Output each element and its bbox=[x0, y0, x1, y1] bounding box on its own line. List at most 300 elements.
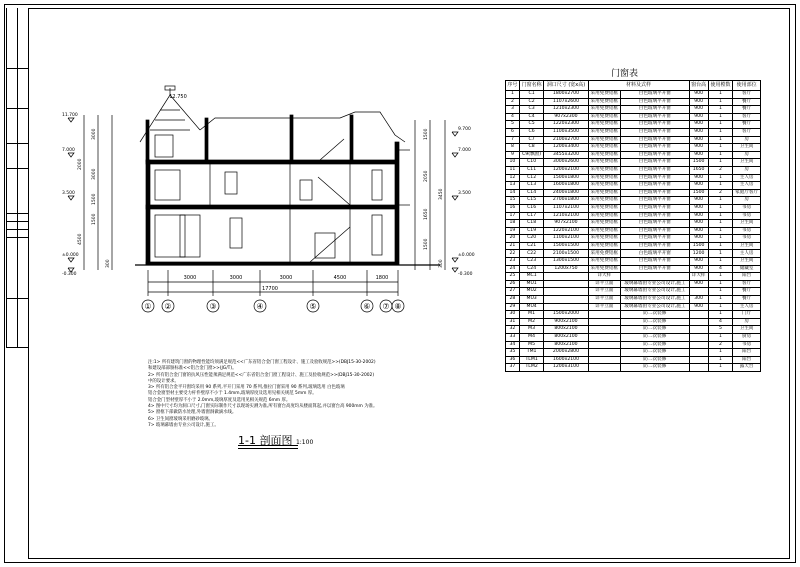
table-row bbox=[506, 235, 761, 243]
table-cell: 2 bbox=[708, 341, 733, 349]
table-cell: 白色玻璃平开窗 bbox=[621, 258, 689, 266]
table-cell bbox=[689, 364, 708, 372]
table-row bbox=[506, 151, 761, 159]
table-cell: 900 bbox=[689, 128, 708, 136]
table-cell: 白色玻璃平开窗 bbox=[621, 227, 689, 235]
table-cell: 厨房 bbox=[733, 334, 761, 342]
left-dim-4: 1500 bbox=[92, 213, 97, 225]
table-header-cell: 门窗名称 bbox=[519, 81, 544, 91]
table-cell: 白色玻璃平开窗 bbox=[621, 182, 689, 190]
table-cell: M2 bbox=[519, 318, 544, 326]
table-cell bbox=[689, 349, 708, 357]
table-cell: 房 bbox=[733, 166, 761, 174]
table-cell: 900 bbox=[689, 91, 708, 99]
table-row bbox=[506, 220, 761, 228]
table-cell: C18 bbox=[519, 220, 544, 228]
note-line: 6> 卫生间窗玻璃采用磨砂玻璃。 bbox=[148, 416, 213, 422]
table-cell bbox=[544, 303, 588, 311]
table-cell: 1100x3500 bbox=[544, 128, 588, 136]
table-cell: 卫生间 bbox=[733, 220, 761, 228]
table-cell: 1500 bbox=[689, 242, 708, 250]
table-cell: 2100x1500 bbox=[544, 250, 588, 258]
section-title-text: 1-1 剖面图 bbox=[238, 434, 293, 447]
table-row bbox=[506, 349, 761, 357]
table-cell: 白色玻璃平开窗 bbox=[621, 121, 689, 129]
table-cell: 采用免费铝框 bbox=[588, 113, 621, 121]
table-cell: 防二次装修 bbox=[621, 341, 689, 349]
note-line: 3> 所有铝合金平开窗均采用 90 系列,平开门采用 70 系列,推拉门窗采用 90 系列,玻璃选用 白色玻璃 bbox=[148, 385, 345, 391]
table-cell: 白色玻璃平开窗 bbox=[621, 151, 689, 159]
note-line: 注:1> 所有建筑门窗的物理性能均须满足规范<<广东省铝合金门窗工程设计、施工及验收规范>>(DBJ15-30-2002) bbox=[148, 360, 376, 365]
table-cell: C11 bbox=[519, 166, 544, 174]
table-cell: 详平立面 bbox=[588, 303, 621, 311]
section-title-underline bbox=[238, 445, 298, 446]
left-dim-3: 1500 bbox=[92, 193, 97, 205]
table-row bbox=[506, 174, 761, 182]
table-cell: 客厅 bbox=[733, 91, 761, 99]
right-elevation-1: 9.700 bbox=[458, 127, 471, 132]
table-cell: 采用免费铝框 bbox=[588, 98, 621, 106]
table-cell: 15 bbox=[506, 197, 520, 205]
axis-label-8: ⑧ bbox=[394, 302, 402, 311]
table-cell bbox=[588, 356, 621, 364]
table-cell: 1 bbox=[708, 159, 733, 167]
table-cell: C4 bbox=[519, 113, 544, 121]
table-cell: 采用免费铝框 bbox=[588, 189, 621, 197]
table-cell bbox=[689, 341, 708, 349]
left-dim-2: 3000 bbox=[92, 168, 97, 180]
right-elevation-5: -0.300 bbox=[458, 272, 473, 277]
table-cell: 900 bbox=[689, 204, 708, 212]
table-cell: 1500x1500 bbox=[544, 242, 588, 250]
right-dim-4: 1650 bbox=[424, 208, 429, 220]
table-cell: C13 bbox=[519, 182, 544, 190]
table-cell: 书房 bbox=[733, 204, 761, 212]
table-cell: C21 bbox=[519, 242, 544, 250]
right-elevation-4: ±0.000 bbox=[458, 253, 475, 258]
table-cell: 27 bbox=[506, 288, 520, 296]
table-cell: 2100x2700 bbox=[544, 136, 588, 144]
roof-elevation: 12.750 bbox=[169, 94, 187, 100]
table-cell: 28 bbox=[506, 296, 520, 304]
table-cell: 900 bbox=[689, 265, 708, 273]
table-cell: 1800x2700 bbox=[544, 91, 588, 99]
table-cell bbox=[588, 334, 621, 342]
table-cell: 采用免费铝框 bbox=[588, 182, 621, 190]
table-cell: 900 bbox=[689, 303, 708, 311]
table-cell: 19 bbox=[506, 227, 520, 235]
table-header-cell: 材料及式样 bbox=[588, 81, 689, 91]
table-cell: C3 bbox=[519, 106, 544, 114]
table-cell: TM1 bbox=[519, 349, 544, 357]
table-cell: 1200x750 bbox=[544, 265, 588, 273]
table-cell: 采用免费铝框 bbox=[588, 106, 621, 114]
table-cell: 详大样 bbox=[588, 273, 621, 281]
table-row bbox=[506, 98, 761, 106]
table-cell: 31 bbox=[506, 318, 520, 326]
axis-label-3: ③ bbox=[209, 302, 217, 311]
table-cell: M5 bbox=[519, 341, 544, 349]
table-header-cell: 使用部位 bbox=[733, 81, 761, 91]
table-cell: 1 bbox=[708, 235, 733, 243]
table-cell: 5 bbox=[708, 326, 733, 334]
table-cell: 餐厅 bbox=[733, 98, 761, 106]
table-cell: 1 bbox=[708, 98, 733, 106]
left-elevation-3: 3.500 bbox=[62, 191, 75, 196]
table-cell: 白色玻璃平开窗 bbox=[621, 265, 689, 273]
table-cell: 23 bbox=[506, 258, 520, 266]
table-cell: 3455x3200 bbox=[544, 151, 588, 159]
table-cell: 900 bbox=[689, 235, 708, 243]
table-row bbox=[506, 288, 761, 296]
table-cell: 白色玻璃平开窗 bbox=[621, 98, 689, 106]
table-cell: 详平立面 bbox=[588, 280, 621, 288]
table-cell: 储藏室 bbox=[733, 265, 761, 273]
table-row bbox=[506, 334, 761, 342]
table-cell: 采用免费铝框 bbox=[588, 235, 621, 243]
table-cell: 防二次装修 bbox=[621, 349, 689, 357]
right-dim-6: 300 bbox=[439, 259, 444, 268]
table-row bbox=[506, 296, 761, 304]
table-cell: 房 bbox=[733, 151, 761, 159]
table-cell: 2 bbox=[506, 98, 520, 106]
notes-block bbox=[148, 360, 488, 429]
table-cell: C10 bbox=[519, 159, 544, 167]
table-cell: 防二次装修 bbox=[621, 364, 689, 372]
table-cell: 21 bbox=[506, 242, 520, 250]
table-cell: 5 bbox=[506, 121, 520, 129]
table-row bbox=[506, 121, 761, 129]
table-row bbox=[506, 280, 761, 288]
axis-label-7: ⑦ bbox=[382, 302, 390, 311]
table-cell: 客厅 bbox=[733, 113, 761, 121]
table-cell: M1 bbox=[519, 311, 544, 319]
table-row bbox=[506, 204, 761, 212]
table-cell: M3 bbox=[519, 326, 544, 334]
axis-label-1: ① bbox=[144, 302, 152, 311]
table-cell: 1600x1800 bbox=[544, 182, 588, 190]
table-cell: C23 bbox=[519, 258, 544, 266]
table-cell bbox=[544, 288, 588, 296]
table-cell: C6 bbox=[519, 128, 544, 136]
table-cell: 1600x2100 bbox=[544, 356, 588, 364]
table-body bbox=[506, 91, 761, 372]
axis-label-5: ⑤ bbox=[309, 302, 317, 311]
axis-label-6: ⑥ bbox=[363, 302, 371, 311]
table-cell: 白色玻璃平开窗 bbox=[621, 235, 689, 243]
table-cell: 24 bbox=[506, 265, 520, 273]
table-cell: 玻璃幕墙由专业公司设计,施工 bbox=[621, 303, 689, 311]
table-cell bbox=[588, 318, 621, 326]
table-cell: 阳台 bbox=[733, 273, 761, 281]
table-cell: 采用免费铝框 bbox=[588, 174, 621, 182]
table-cell: 1 bbox=[708, 250, 733, 258]
table-cell: C5 bbox=[519, 121, 544, 129]
table-cell: C17 bbox=[519, 212, 544, 220]
table-cell: 1 bbox=[708, 144, 733, 152]
bay-dim-4: 4500 bbox=[333, 275, 347, 281]
table-cell: 1 bbox=[708, 182, 733, 190]
table-cell: 餐厅 bbox=[733, 288, 761, 296]
table-cell bbox=[689, 326, 708, 334]
door-window-table bbox=[505, 80, 761, 372]
table-cell: 卫生间 bbox=[733, 258, 761, 266]
table-header-cell: 序号 bbox=[506, 81, 520, 91]
table-cell: 25 bbox=[506, 273, 520, 281]
note-line: 7> 玻璃幕墙由专业公司设计,施工。 bbox=[148, 422, 219, 428]
table-cell bbox=[689, 318, 708, 326]
table-cell: 主人房 bbox=[733, 182, 761, 190]
bay-dim-5: 1800 bbox=[375, 275, 389, 281]
table-cell: TLM1 bbox=[519, 356, 544, 364]
table-cell: 1 bbox=[708, 220, 733, 228]
left-dim-5: 2000 bbox=[78, 158, 83, 170]
table-cell: 900 bbox=[689, 113, 708, 121]
table-cell: 家庭厅客厅 bbox=[733, 189, 761, 197]
table-cell: 12 bbox=[506, 174, 520, 182]
table-cell bbox=[544, 280, 588, 288]
table-cell: 907x2300 bbox=[544, 113, 588, 121]
table-cell: MU4 bbox=[519, 303, 544, 311]
section-scale: 1:100 bbox=[295, 439, 314, 446]
table-cell: C16 bbox=[519, 204, 544, 212]
table-cell: 800x2100 bbox=[544, 326, 588, 334]
table-cell: 1500x1800 bbox=[544, 174, 588, 182]
table-cell: 1 bbox=[708, 334, 733, 342]
note-line: 5> 窗框下部做防水处理,外墙窗洞做滴水线。 bbox=[148, 410, 237, 416]
table-row bbox=[506, 273, 761, 281]
table-cell: 1 bbox=[506, 91, 520, 99]
table-cell: 1 bbox=[708, 356, 733, 364]
table-cell: 防二次装修 bbox=[621, 334, 689, 342]
total-dim: 17700 bbox=[262, 286, 278, 292]
left-elevation-1: 11.700 bbox=[62, 113, 78, 118]
door-table-title: 门窗表 bbox=[611, 69, 639, 79]
table-cell: 1200x3400 bbox=[544, 144, 588, 152]
table-cell: 300 bbox=[689, 296, 708, 304]
table-cell: 900 bbox=[689, 121, 708, 129]
note-line: 4> 图中尺寸均为洞口尺寸,门窗实际制作尺寸以现场实测为准,所有窗台高度均从楼面算起,并以窗台高 900mm 为准。 bbox=[148, 404, 378, 410]
table-cell: MC1 bbox=[519, 273, 544, 281]
table-row bbox=[506, 136, 761, 144]
table-cell: 900 bbox=[689, 106, 708, 114]
bay-dim-3: 3000 bbox=[279, 275, 293, 281]
table-cell: 白色玻璃平开窗 bbox=[621, 113, 689, 121]
table-cell: 1 bbox=[708, 288, 733, 296]
table-cell: C15 bbox=[519, 197, 544, 205]
table-row bbox=[506, 341, 761, 349]
table-cell: 800x2100 bbox=[544, 341, 588, 349]
table-cell: 采用免费铝框 bbox=[588, 265, 621, 273]
table-cell: 卫生间 bbox=[733, 144, 761, 152]
table-cell: 17 bbox=[506, 212, 520, 220]
table-cell: 餐厅 bbox=[733, 296, 761, 304]
table-cell: 采用免费铝框 bbox=[588, 258, 621, 266]
table-row bbox=[506, 311, 761, 319]
table-cell: 1210x2300 bbox=[544, 106, 588, 114]
table-cell: 4 bbox=[708, 318, 733, 326]
table-cell: 1 bbox=[708, 212, 733, 220]
table-cell: 1107x2600 bbox=[544, 98, 588, 106]
table-cell: 8 bbox=[506, 144, 520, 152]
note-line: 铝合金窗型材主要受力杆件壁厚不小于 1.4mm,玻璃厚度及选用见相关规范 5mm 厚。 bbox=[148, 391, 317, 397]
table-cell: 1 bbox=[708, 91, 733, 99]
table-row bbox=[506, 227, 761, 235]
table-cell: 900 bbox=[689, 258, 708, 266]
table-header-cell: 洞口尺寸 (宽x高) bbox=[544, 81, 588, 91]
table-row bbox=[506, 144, 761, 152]
table-cell: 2400x1800 bbox=[544, 189, 588, 197]
table-cell: 30 bbox=[506, 311, 520, 319]
table-cell: C14 bbox=[519, 189, 544, 197]
table-cell: 采用免费铝框 bbox=[588, 197, 621, 205]
table-cell: 客厅 bbox=[733, 280, 761, 288]
table-cell: 1200x3100 bbox=[544, 364, 588, 372]
table-cell: C20 bbox=[519, 235, 544, 243]
table-cell: C7 bbox=[519, 136, 544, 144]
table-cell: 907x2100 bbox=[544, 220, 588, 228]
table-cell: 1200x2100 bbox=[544, 166, 588, 174]
table-row bbox=[506, 258, 761, 266]
table-cell: 1220x2100 bbox=[544, 227, 588, 235]
table-cell: 门厅 bbox=[733, 311, 761, 319]
table-row bbox=[506, 250, 761, 258]
table-cell: 玻璃幕墙由专业公司设计,施工 bbox=[621, 296, 689, 304]
table-cell: 白色玻璃平开窗 bbox=[621, 220, 689, 228]
note-line: 铝合金门型材壁厚不小于 2.0mm,玻璃厚度及选用见相关规范 6mm 厚。 bbox=[148, 397, 291, 403]
table-cell bbox=[689, 334, 708, 342]
table-cell: 采用免费铝框 bbox=[588, 227, 621, 235]
table-cell: TLM2 bbox=[519, 364, 544, 372]
table-cell: 书房 bbox=[733, 227, 761, 235]
table-cell: 卫生间 bbox=[733, 242, 761, 250]
table-cell: 详大样 bbox=[689, 273, 708, 281]
table-cell: 书房 bbox=[733, 212, 761, 220]
table-cell: 1 bbox=[708, 227, 733, 235]
right-elevation-2: 7.000 bbox=[458, 148, 471, 153]
table-header-cell: 窗台高 bbox=[689, 81, 708, 91]
table-cell: 采用免费铝框 bbox=[588, 220, 621, 228]
right-dim-5: 1500 bbox=[424, 238, 429, 250]
table-cell: 白色玻璃平开窗 bbox=[621, 250, 689, 258]
table-cell: 1500x2000 bbox=[544, 311, 588, 319]
table-cell: 4 bbox=[708, 265, 733, 273]
table-cell: 4 bbox=[506, 113, 520, 121]
table-cell: 书房 bbox=[733, 235, 761, 243]
table-cell: 防二次装修 bbox=[621, 356, 689, 364]
table-cell: 白色玻璃平开窗 bbox=[621, 204, 689, 212]
table-cell: 35 bbox=[506, 349, 520, 357]
table-cell: 防二次装修 bbox=[621, 326, 689, 334]
table-cell bbox=[689, 288, 708, 296]
table-cell: MU1 bbox=[519, 280, 544, 288]
table-cell: 采用免费铝框 bbox=[588, 212, 621, 220]
table-cell: 1 bbox=[708, 303, 733, 311]
table-row bbox=[506, 364, 761, 372]
table-cell: 900x2100 bbox=[544, 318, 588, 326]
table-cell: 1 bbox=[708, 136, 733, 144]
table-cell: 1 bbox=[708, 296, 733, 304]
right-dim-2: 2050 bbox=[424, 170, 429, 182]
table-cell: C8 bbox=[519, 144, 544, 152]
left-dim-1: 3000 bbox=[92, 128, 97, 140]
table-cell bbox=[689, 356, 708, 364]
table-cell: C24 bbox=[519, 265, 544, 273]
table-cell: 采用免费铝框 bbox=[588, 159, 621, 167]
table-cell: 900 bbox=[689, 182, 708, 190]
table-cell: 白色玻璃平开窗 bbox=[621, 197, 689, 205]
table-cell bbox=[621, 273, 689, 281]
table-cell: C12 bbox=[519, 174, 544, 182]
table-cell: 主人房 bbox=[733, 174, 761, 182]
table-cell: 采用免费铝框 bbox=[588, 128, 621, 136]
table-row bbox=[506, 106, 761, 114]
right-dim-1: 1500 bbox=[424, 128, 429, 140]
table-row bbox=[506, 91, 761, 99]
table-cell: C19 bbox=[519, 227, 544, 235]
table-cell: 采用免费铝框 bbox=[588, 151, 621, 159]
table-cell: 20 bbox=[506, 235, 520, 243]
table-row bbox=[506, 128, 761, 136]
table-cell: 白色玻璃平开窗 bbox=[621, 212, 689, 220]
table-cell: 900 bbox=[689, 280, 708, 288]
table-cell: 18 bbox=[506, 220, 520, 228]
note-line: 中的设计要求。 bbox=[148, 378, 179, 384]
table-cell: 采用免费铝框 bbox=[588, 204, 621, 212]
table-cell: 房 bbox=[733, 318, 761, 326]
table-cell: 1 bbox=[708, 197, 733, 205]
right-dim-3: 3450 bbox=[439, 188, 444, 200]
table-row bbox=[506, 326, 761, 334]
table-cell: 采用免费铝框 bbox=[588, 136, 621, 144]
table-cell: 1210x2100 bbox=[544, 212, 588, 220]
table-cell: 2 bbox=[708, 189, 733, 197]
table-cell: 详平立面 bbox=[588, 296, 621, 304]
table-cell: 白色玻璃平开窗 bbox=[621, 144, 689, 152]
table-row bbox=[506, 303, 761, 311]
table-header-row bbox=[506, 81, 761, 91]
table-cell: 主人房 bbox=[733, 250, 761, 258]
table-cell: 900 bbox=[689, 136, 708, 144]
table-cell: 26 bbox=[506, 280, 520, 288]
note-line: 2> 所有铝合金门窗的抗风压性能须满足规范<<广东省铝合金门窗工程设计、施工及验收规范>>(DBJ15-30-2002) bbox=[148, 372, 375, 378]
table-cell: 房 bbox=[733, 136, 761, 144]
table-cell: 防二次装修 bbox=[621, 318, 689, 326]
table-cell: 白色玻璃平开窗 bbox=[621, 106, 689, 114]
table-cell: 1220x2300 bbox=[544, 121, 588, 129]
table-cell: 白色玻璃平开窗 bbox=[621, 174, 689, 182]
table-cell: 书房 bbox=[733, 341, 761, 349]
table-cell: 3 bbox=[506, 106, 520, 114]
table-cell: 33 bbox=[506, 334, 520, 342]
table-cell: C22 bbox=[519, 250, 544, 258]
table-cell: 800x2100 bbox=[544, 334, 588, 342]
bay-dim-2: 3000 bbox=[229, 275, 243, 281]
table-cell: 900 bbox=[689, 98, 708, 106]
table-cell: 900 bbox=[689, 144, 708, 152]
table-cell: 白色玻璃平开窗 bbox=[621, 242, 689, 250]
table-cell: 1 bbox=[708, 273, 733, 281]
table-cell: 32 bbox=[506, 326, 520, 334]
table-cell: 1 bbox=[708, 280, 733, 288]
table-cell: 2 bbox=[708, 166, 733, 174]
table-cell: 1 bbox=[708, 349, 733, 357]
table-row bbox=[506, 242, 761, 250]
table-cell: 10 bbox=[506, 159, 520, 167]
table-cell: 3000x2600 bbox=[544, 159, 588, 167]
table-cell: 34 bbox=[506, 341, 520, 349]
table-cell: 餐厅 bbox=[733, 121, 761, 129]
